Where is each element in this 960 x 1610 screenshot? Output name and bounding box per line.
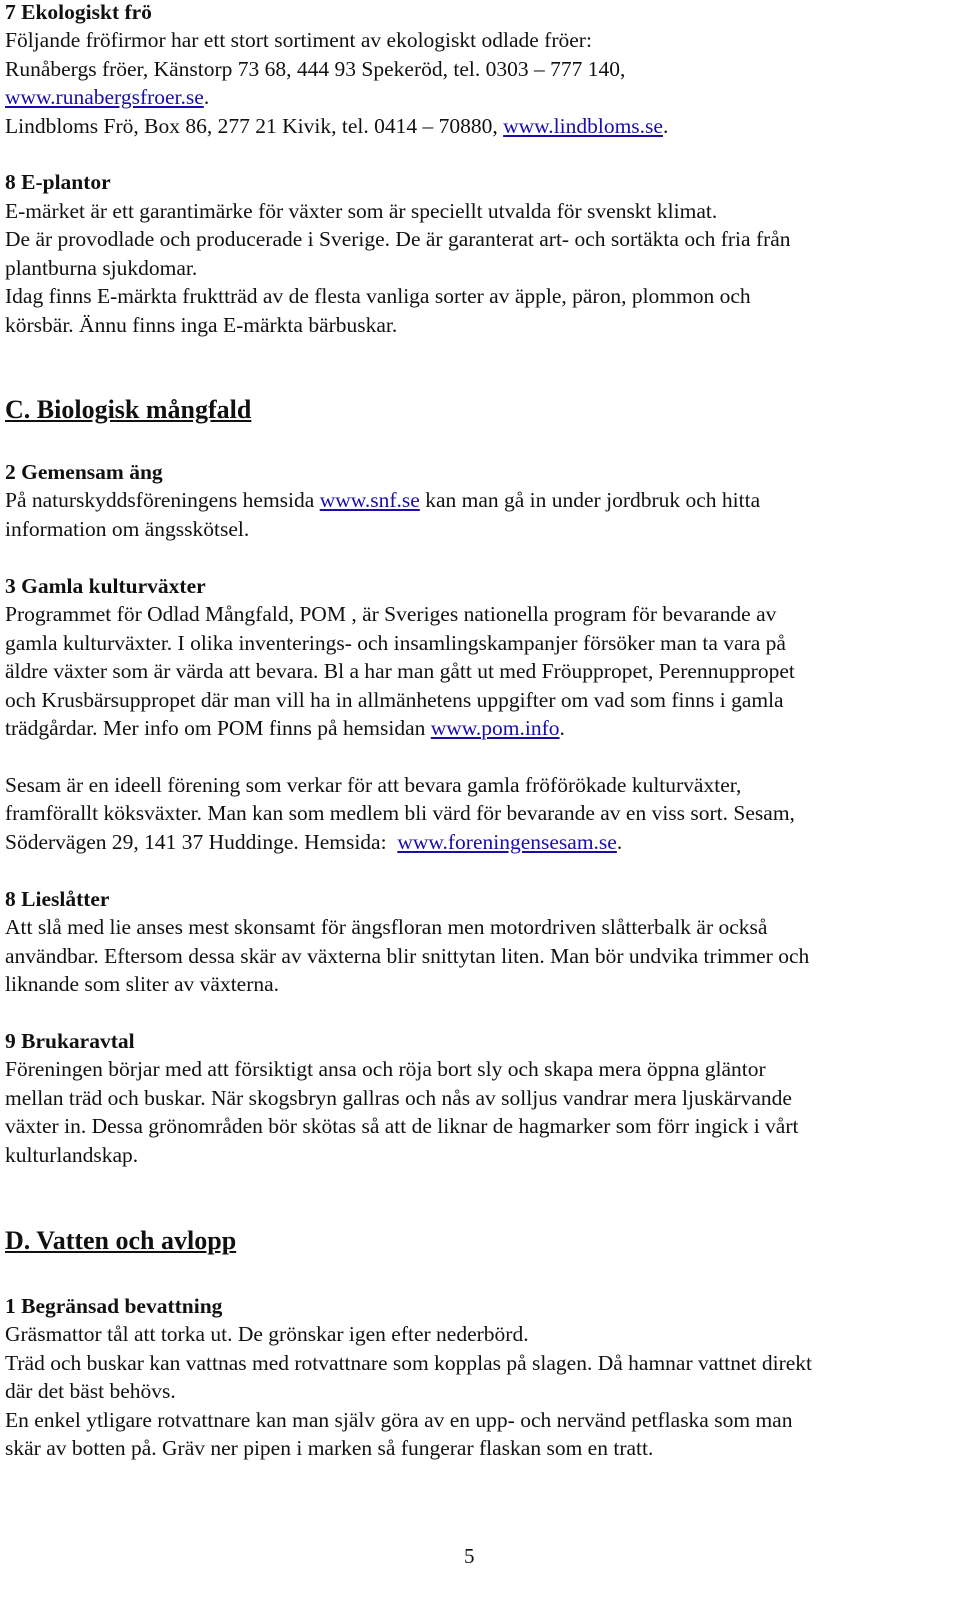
heading-ekologiskt-fro: 7 Ekologiskt frö — [5, 0, 152, 24]
heading-gamla-kulturvaxter: 3 Gamla kulturväxter — [5, 574, 206, 598]
paragraph-line: Runåbergs fröer, Känstorp 73 68, 444 93 Spekeröd, tel. 0303 – 777 140, — [5, 57, 626, 81]
paragraph-line: skär av botten på. Gräv ner pipen i marken så fungerar flaskan som en tratt. — [5, 1436, 654, 1460]
link-runabergsfroer[interactable]: www.runabergsfroer.se — [5, 85, 204, 109]
link-snf[interactable]: www.snf.se — [319, 488, 420, 512]
paragraph-line: plantburna sjukdomar. — [5, 256, 198, 280]
heading-brukaravtal: 9 Brukaravtal — [5, 1029, 135, 1053]
link-foreningensesam[interactable]: www.foreningensesam.se — [397, 830, 617, 854]
period: . — [662, 114, 669, 138]
paragraph-line: Gräsmattor tål att torka ut. De grönskar igen efter nederbörd. — [5, 1322, 529, 1346]
text-span: På naturskyddsföreningens hemsida — [5, 488, 320, 512]
link-lindbloms[interactable]: www.lindbloms.se — [503, 114, 663, 138]
paragraph-line: framförallt köksväxter. Man kan som medlem bli värd för bevarande av en viss sort. Sesam, — [5, 801, 795, 825]
paragraph-line: En enkel ytligare rotvattnare kan man själv göra av en upp- och nervänd petflaska som man — [5, 1408, 793, 1432]
paragraph-line: Sesam är en ideell förening som verkar för att bevara gamla fröförökade kulturväxter, — [5, 773, 742, 797]
paragraph-line: Programmet för Odlad Mångfald, POM , är Sveriges nationella program för bevarande av — [5, 602, 777, 626]
paragraph-line: Att slå med lie anses mest skonsamt för ängsfloran men motordriven slåtterbalk är också — [5, 915, 768, 939]
paragraph-line: Idag finns E-märkta fruktträd av de flesta vanliga sorter av äpple, päron, plommon och — [5, 284, 751, 308]
heading-e-plantor: 8 E-plantor — [5, 170, 111, 194]
paragraph-line: Träd och buskar kan vattnas med rotvattnare som kopplas på slagen. Då hamnar vattnet direkt — [5, 1351, 813, 1375]
section-title-vatten-och-avlopp: D. Vatten och avlopp — [5, 1226, 237, 1255]
paragraph-line: E-märket är ett garantimärke för växter som är speciellt utvalda för svenskt klimat. — [5, 199, 718, 223]
lindbloms-text: Lindbloms Frö, Box 86, 277 21 Kivik, tel. 0414 – 70880, — [5, 114, 504, 138]
link-pom[interactable]: www.pom.info — [430, 716, 560, 740]
paragraph-line: där det bäst behövs. — [5, 1379, 176, 1403]
paragraph-line: körsbär. Ännu finns inga E-märkta bärbuskar. — [5, 313, 398, 337]
heading-lieslatter: 8 Lieslåtter — [5, 887, 110, 911]
text-span: kan man gå in under jordbruk och hitta — [419, 488, 761, 512]
paragraph-line: och Krusbärsuppropet där man vill ha in allmänhetens uppgifter om vad som finns i gamla — [5, 688, 784, 712]
paragraph-line: gamla kulturväxter. I olika inventerings- och insamlingskampanjer försöker man ta vara på — [5, 631, 786, 655]
paragraph-line: mellan träd och buskar. När skogsbryn gallras och nås av solljus vandrar mera ljuskärvande — [5, 1086, 792, 1110]
period: . — [203, 85, 210, 109]
period: . — [616, 830, 623, 854]
paragraph-line: De är provodlade och producerade i Sverige. De är garanterat art- och sortäkta och fria från — [5, 227, 791, 251]
paragraph-line: Följande fröfirmor har ett stort sortiment av ekologiskt odlade fröer: — [5, 28, 592, 52]
paragraph-line: liknande som sliter av växterna. — [5, 972, 280, 996]
paragraph-line: äldre växter som är värda att bevara. Bl a har man gått ut med Fröuppropet, Perennuppropet — [5, 659, 795, 683]
paragraph-line: kulturlandskap. — [5, 1143, 139, 1167]
paragraph-line: information om ängsskötsel. — [5, 517, 250, 541]
section-title-biologisk-mangfald: C. Biologisk mångfald — [5, 395, 252, 424]
heading-gemensam-ang: 2 Gemensam äng — [5, 460, 163, 484]
paragraph-line — [5, 486, 760, 515]
paragraph-line — [5, 828, 622, 857]
text-span: trädgårdar. Mer info om POM finns på hemsidan — [5, 716, 431, 740]
paragraph-line — [5, 714, 565, 743]
paragraph-line: Föreningen börjar med att försiktigt ansa och röja bort sly och skapa mera öppna gläntor — [5, 1057, 766, 1081]
paragraph-line: användbar. Eftersom dessa skär av växterna blir snittytan liten. Man bör undvika trimmer och — [5, 944, 810, 968]
page-number: 5 — [464, 1544, 475, 1568]
paragraph-line — [5, 112, 668, 141]
text-span: Södervägen 29, 141 37 Huddinge. Hemsida: — [5, 830, 398, 854]
heading-begransad-bevattning: 1 Begränsad bevattning — [5, 1294, 223, 1318]
paragraph-line: växter in. Dessa grönområden bör skötas så att de liknar de hagmarker som förr ingick i vårt — [5, 1114, 799, 1138]
paragraph-line — [5, 83, 209, 112]
period: . — [559, 716, 565, 740]
